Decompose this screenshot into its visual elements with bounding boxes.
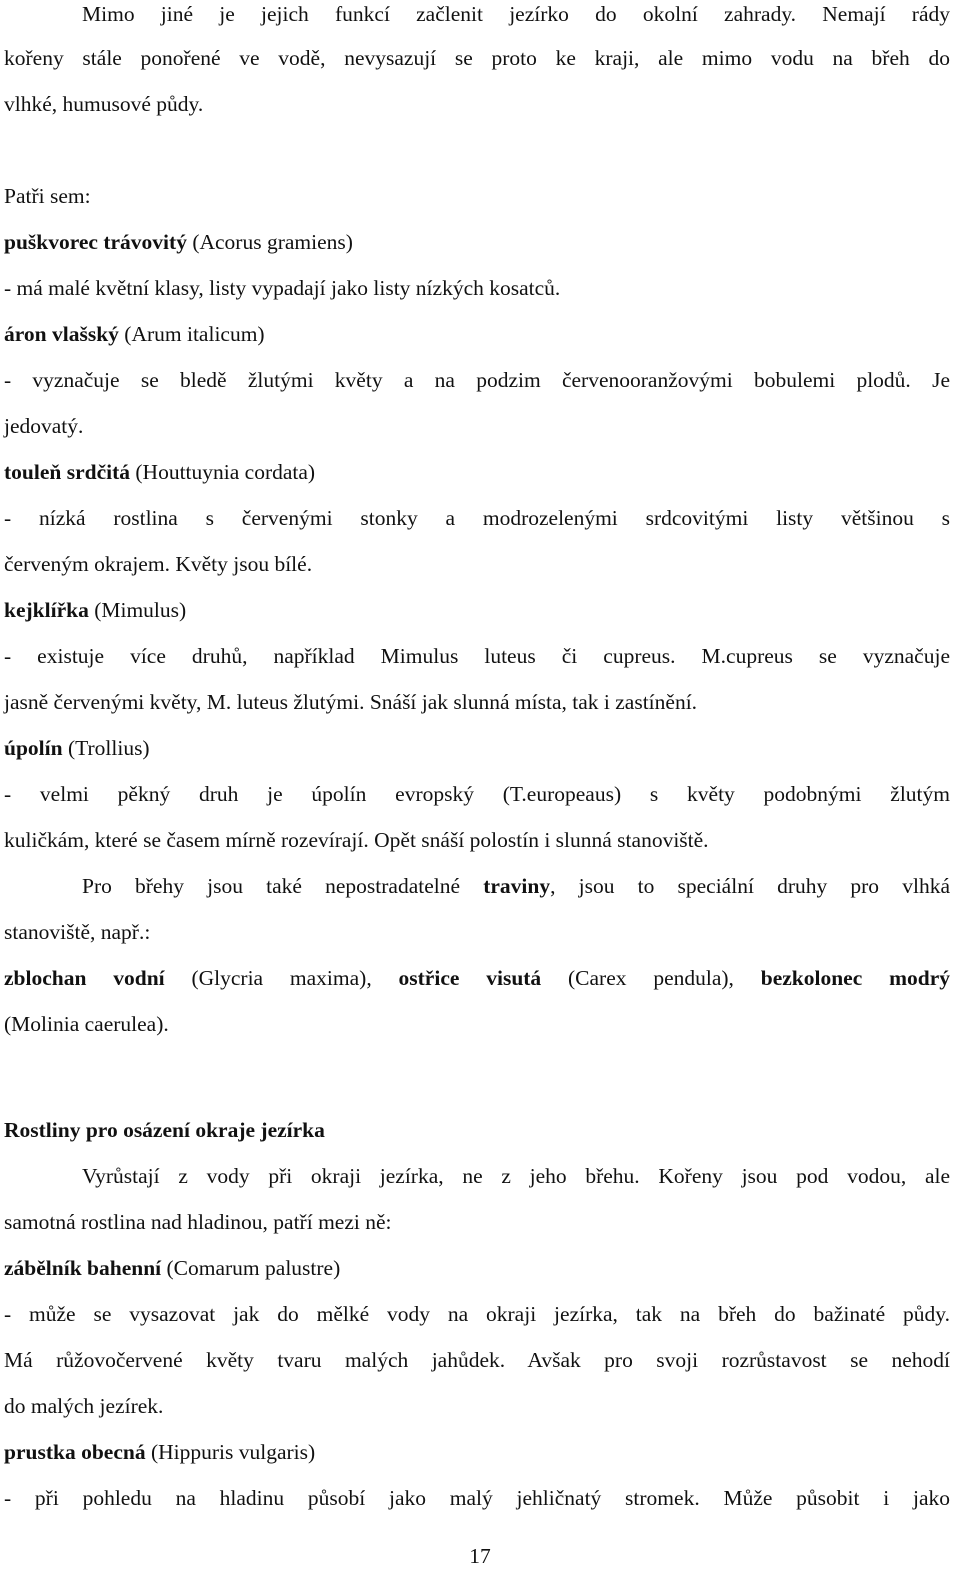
text-line — [4, 1346, 950, 1374]
bold-text: zblochan vodní — [4, 966, 165, 990]
bold-text: úpolín — [4, 736, 63, 760]
text-segment: (Hippuris vulgaris) — [145, 1440, 316, 1464]
text-segment: jasně červenými květy, M. luteus žlutými. Snáší jak slunná místa, tak i zastínění. — [4, 690, 698, 714]
plant-name-line — [4, 964, 950, 992]
text-line — [4, 90, 950, 118]
text-segment: stanoviště, např.: — [4, 920, 151, 944]
text-segment: , jsou to speciální druhy pro vlhká — [550, 874, 950, 898]
plant-name-line — [4, 458, 950, 486]
text-line — [4, 1162, 950, 1190]
page-number: 17 — [469, 1544, 491, 1568]
text-segment: - má malé květní klasy, listy vypadají jako listy nízkých kosatců. — [4, 276, 561, 300]
text-segment: jedovatý. — [4, 414, 84, 438]
bold-text: Rostliny pro osázení okraje jezírka — [4, 1118, 325, 1142]
text-line — [4, 642, 950, 670]
section-heading — [4, 1116, 950, 1144]
plant-name-line — [4, 596, 950, 624]
text-line — [4, 182, 950, 210]
text-line — [4, 872, 950, 900]
bold-text: zábělník bahenní — [4, 1256, 162, 1280]
text-segment: (Molinia caerulea). — [4, 1012, 169, 1036]
text-segment: Pro břehy jsou také nepostradatelné — [82, 874, 484, 898]
text-segment: (Mimulus) — [88, 598, 187, 622]
text-segment: samotná rostlina nad hladinou, patří mezi ně: — [4, 1210, 392, 1234]
bold-text: traviny — [483, 874, 551, 898]
bold-text: prustka obecná — [4, 1440, 146, 1464]
text-line — [4, 1484, 950, 1512]
text-segment: - může se vysazovat jak do mělké vody na okraji jezírka, tak na břeh do bažinaté půdy. — [4, 1302, 950, 1326]
text-segment: (Arum italicum) — [118, 322, 265, 346]
text-line — [4, 826, 950, 854]
text-segment: Mimo jiné je jejich funkcí začlenit jezírko do okolní zahrady. Nemají rády — [82, 2, 950, 26]
bold-text: bezkolonec modrý — [760, 966, 950, 990]
text-line — [4, 1392, 950, 1420]
bold-text: kejklířka — [4, 598, 89, 622]
text-segment: Vyrůstají z vody při okraji jezírka, ne z jeho břehu. Kořeny jsou pod vodou, ale — [82, 1164, 950, 1188]
bold-text: ostřice visutá — [398, 966, 542, 990]
text-line — [4, 688, 950, 716]
text-segment: (Acorus gramiens) — [186, 230, 353, 254]
text-line — [4, 366, 950, 394]
text-line — [4, 504, 950, 532]
text-segment: (Trollius) — [62, 736, 150, 760]
text-segment: do malých jezírek. — [4, 1394, 164, 1418]
text-segment: Patři sem: — [4, 184, 91, 208]
bold-text: puškvorec trávovitý — [4, 230, 187, 254]
text-segment: - nízká rostlina s červenými stonky a modrozelenými srdcovitými listy většinou s — [4, 506, 950, 530]
text-line — [4, 1300, 950, 1328]
text-segment: (Carex pendula), — [541, 966, 761, 990]
text-line — [4, 274, 950, 302]
text-line — [4, 0, 950, 28]
text-segment: (Comarum palustre) — [161, 1256, 341, 1280]
plant-name-line — [4, 734, 950, 762]
text-segment: vlhké, humusové půdy. — [4, 92, 204, 116]
plant-name-line — [4, 1438, 950, 1466]
text-segment: - velmi pěkný druh je úpolín evropský (T.europeaus) s květy podobnými žlutým — [4, 782, 950, 806]
text-line — [4, 1208, 950, 1236]
text-segment: - vyznačuje se bledě žlutými květy a na podzim červenooranžovými bobulemi plodů. Je — [4, 368, 950, 392]
text-line — [4, 780, 950, 808]
text-segment: (Glycria maxima), — [164, 966, 399, 990]
plant-name-line — [4, 320, 950, 348]
text-segment: červeným okrajem. Květy jsou bílé. — [4, 552, 313, 576]
text-line — [4, 550, 950, 578]
text-line — [4, 918, 950, 946]
text-segment: Má růžovočervené květy tvaru malých jahůdek. Avšak pro svoji rozrůstavost se nehodí — [4, 1348, 950, 1372]
text-segment: - při pohledu na hladinu působí jako malý jehličnatý stromek. Může působit i jako — [4, 1486, 950, 1510]
plant-name-line — [4, 1254, 950, 1282]
text-segment: (Houttuynia cordata) — [130, 460, 316, 484]
text-segment: - existuje více druhů, například Mimulus luteus či cupreus. M.cupreus se vyznačuje — [4, 644, 950, 668]
text-line — [4, 412, 950, 440]
text-segment: kuličkám, které se časem mírně rozevírají. Opět snáší polostín i slunná stanoviště. — [4, 828, 709, 852]
plant-name-line — [4, 228, 950, 256]
bold-text: touleň srdčitá — [4, 460, 131, 484]
text-line — [4, 1010, 950, 1038]
text-line — [4, 44, 950, 72]
bold-text: áron vlašský — [4, 322, 119, 346]
text-segment: kořeny stále ponořené ve vodě, nevysazují se proto ke kraji, ale mimo vodu na břeh do — [4, 46, 950, 70]
